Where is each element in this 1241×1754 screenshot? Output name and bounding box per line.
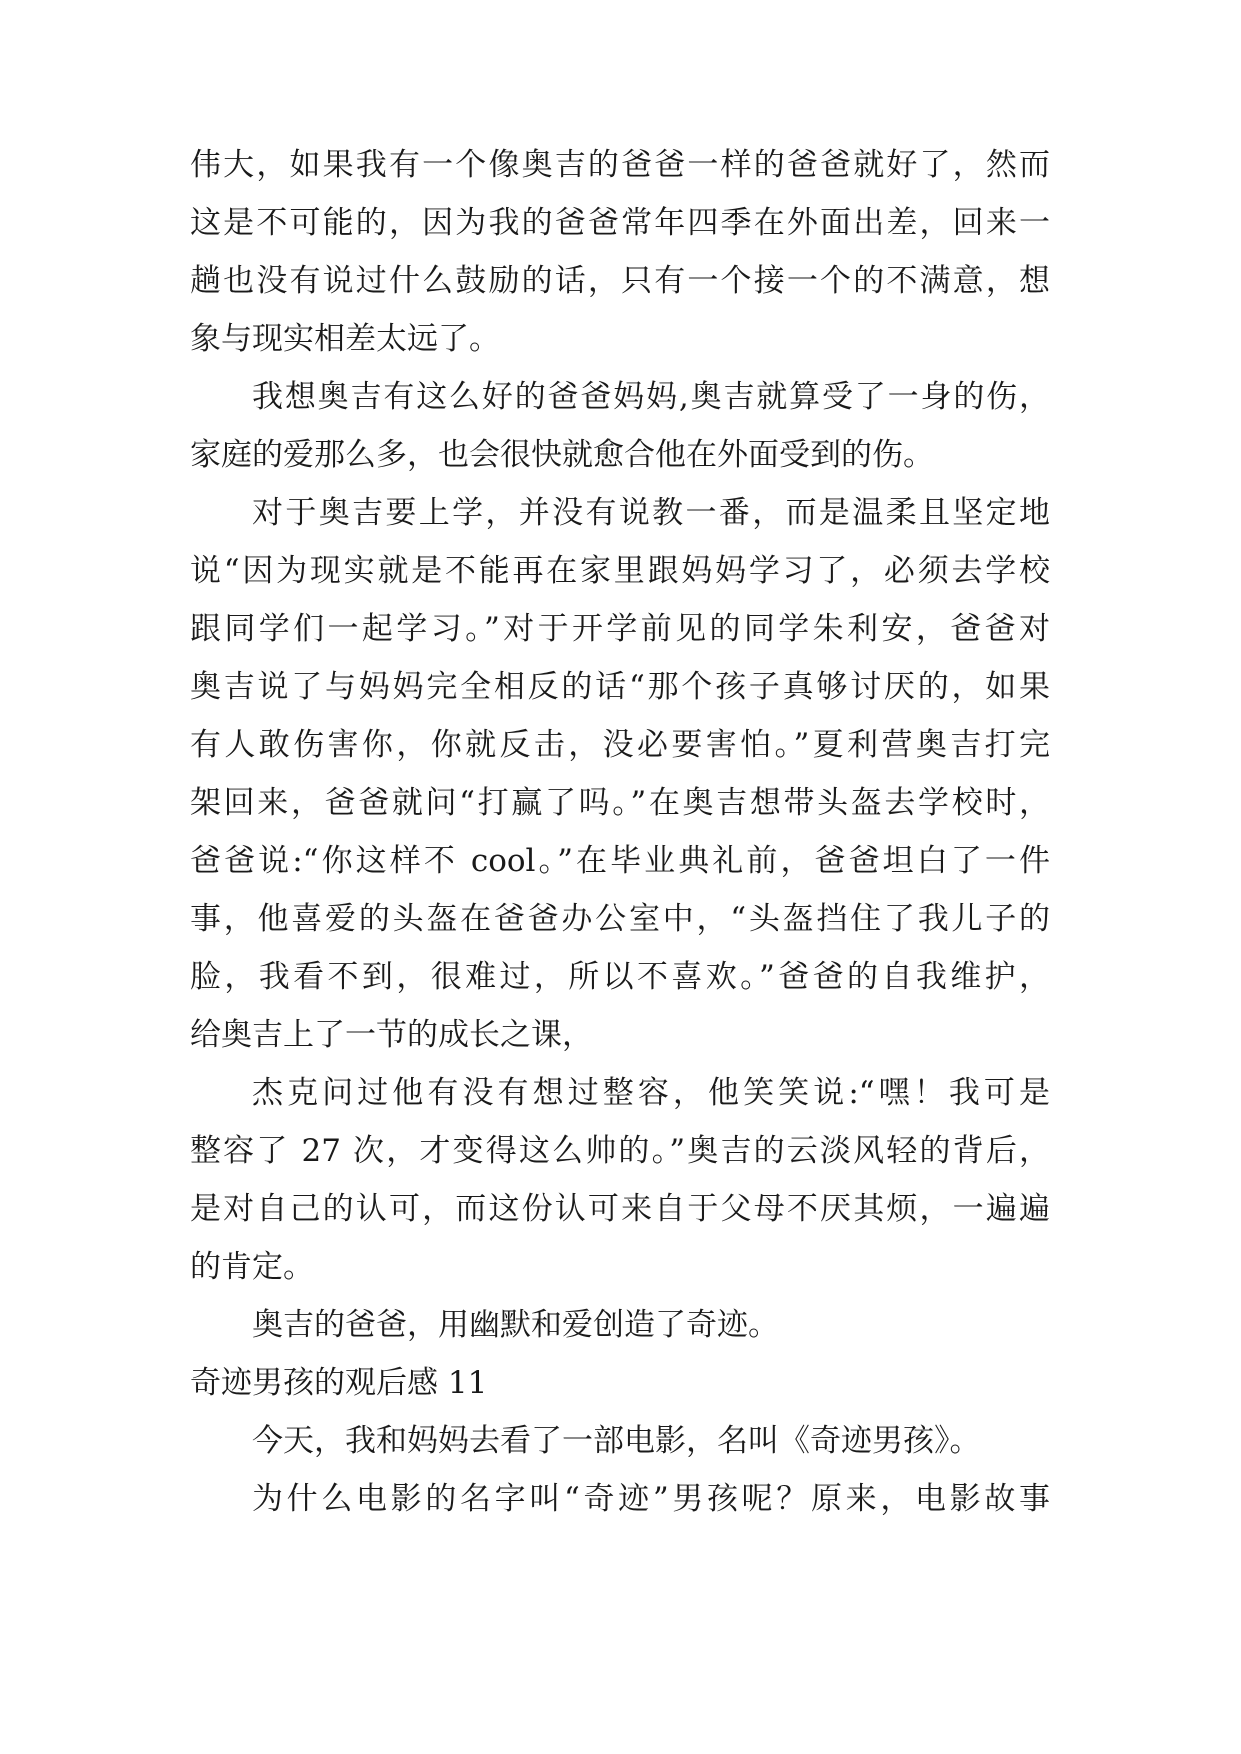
text-line: 杰克问过他有没有想过整容，他笑笑说:“嘿！我可是 (252, 1075, 1050, 1111)
text-line: 架回来，爸爸就问“打赢了吗。”在奥吉想带头盔去学校时， (190, 785, 1050, 821)
text-line: 为什么电影的名字叫“奇迹”男孩呢？原来，电影故事 (252, 1481, 1050, 1517)
text-line: 给奥吉上了一节的成长之课， (190, 1017, 593, 1053)
text-line: 说“因为现实就是不能再在家里跟妈妈学习了，必须去学校 (190, 553, 1050, 589)
text-line: 脸，我看不到，很难过，所以不喜欢。”爸爸的自我维护， (190, 959, 1050, 995)
text-line: 事，他喜爱的头盔在爸爸办公室中，“头盔挡住了我儿子的 (190, 901, 1050, 937)
text-line: 象与现实相差太远了。 (190, 321, 500, 357)
section-heading: 奇迹男孩的观后感 11 (190, 1365, 488, 1401)
text-line: 跟同学们一起学习。”对于开学前见的同学朱利安，爸爸对 (190, 611, 1050, 647)
text-line: 这是不可能的，因为我的爸爸常年四季在外面出差，回来一 (190, 205, 1050, 241)
text-line: 奥吉的爸爸，用幽默和爱创造了奇迹。 (252, 1307, 779, 1343)
text-line: 有人敢伤害你，你就反击，没必要害怕。”夏利营奥吉打完 (190, 727, 1050, 763)
text-line: 今天，我和妈妈去看了一部电影，名叫《奇迹男孩》。 (252, 1423, 981, 1459)
text-line: 伟大，如果我有一个像奥吉的爸爸一样的爸爸就好了，然而 (190, 147, 1050, 183)
text-line: 是对自己的认可，而这份认可来自于父母不厌其烦，一遍遍 (190, 1191, 1050, 1227)
text-line: 奥吉说了与妈妈完全相反的话“那个孩子真够讨厌的，如果 (190, 669, 1050, 705)
text-line: 整容了 27 次，才变得这么帅的。”奥吉的云淡风轻的背后， (190, 1133, 1050, 1169)
text-line: 爸爸说:“你这样不 cool。”在毕业典礼前，爸爸坦白了一件 (190, 843, 1050, 879)
text-line: 我想奥吉有这么好的爸爸妈妈,奥吉就算受了一身的伤， (252, 379, 1050, 415)
text-line: 家庭的爱那么多，也会很快就愈合他在外面受到的伤。 (190, 437, 934, 473)
text-line: 对于奥吉要上学，并没有说教一番，而是温柔且坚定地 (252, 495, 1050, 531)
text-line: 趟也没有说过什么鼓励的话，只有一个接一个的不满意，想 (190, 263, 1050, 299)
text-line: 的肯定。 (190, 1249, 314, 1285)
